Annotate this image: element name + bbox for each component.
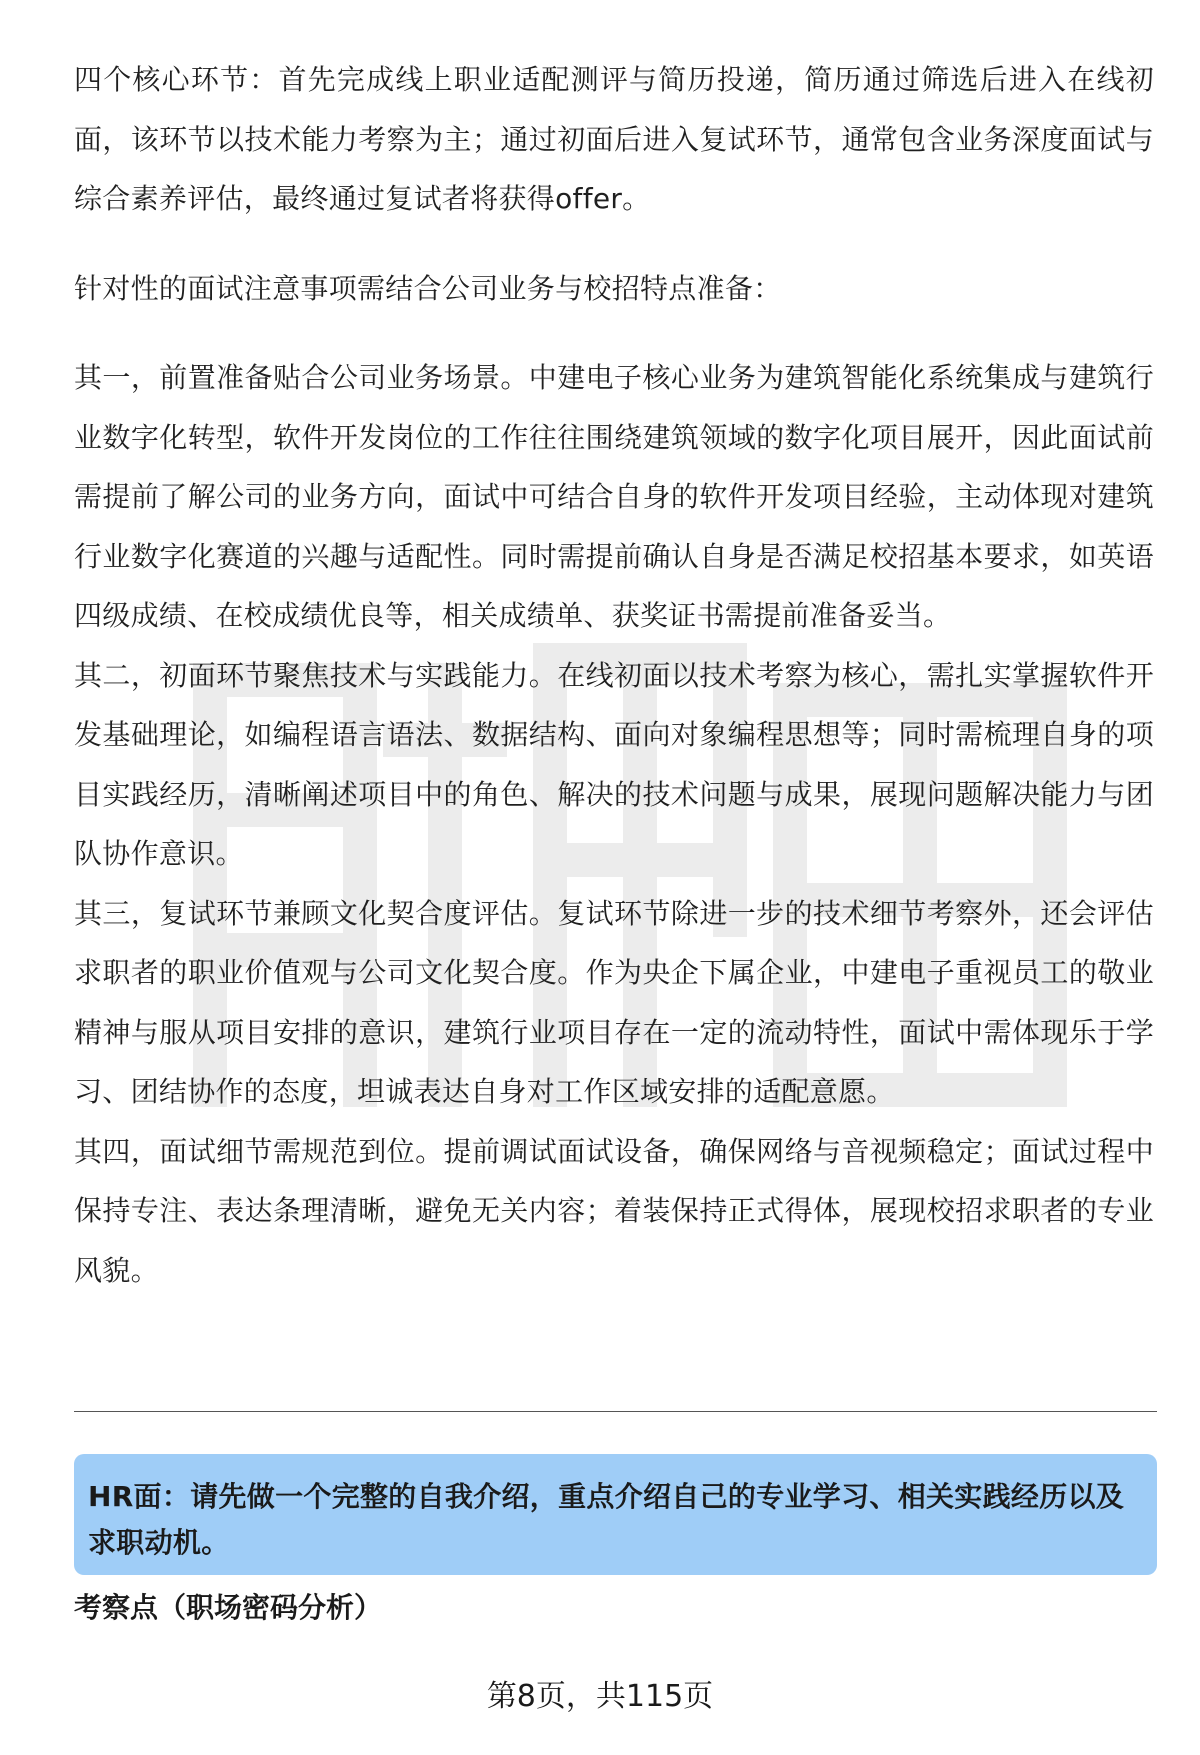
paragraph-interview-stages: 四个核心环节：首先完成线上职业适配测评与简历投递，简历通过筛选后进入在线初面，该环节以技术能力考察为主；通过初面后进入复试环节，通常包含业务深度面试与综合素养评估，最终通过复试者将获得offer。: [74, 63, 1154, 215]
question-callout: [74, 1454, 1157, 1575]
paragraph-point-four: 其四，面试细节需规范到位。提前调试面试设备，确保网络与音视频稳定；面试过程中保持专注、表达条理清晰，避免无关内容；着装保持正式得体，展现校招求职者的专业风貌。: [74, 1134, 1154, 1287]
section-divider: [74, 1411, 1157, 1412]
paragraph-point-one: 其一，前置准备贴合公司业务场景。中建电子核心业务为建筑智能化系统集成与建筑行业数字化转型，软件开发岗位的工作往往围绕建筑领域的数字化项目展开，因此面试前需提前了解公司的业务方向，面试中可结合自身的软件开发项目经验，主动体现对建筑行业数字化赛道的兴趣与适配性。同时需提前确认自身是否满足校招基本要求，如英语四级成绩、在校成绩优良等，相关成绩单、获奖证书需提前准备妥当。: [74, 361, 1154, 632]
document-body: [74, 50, 1154, 1300]
question-text: HR面：请先做一个完整的自我介绍，重点介绍自己的专业学习、相关实践经历以及求职动机。: [88, 1480, 1125, 1559]
page-number: 第8页，共115页: [486, 1679, 714, 1714]
section-heading: 考察点（职场密码分析）: [74, 1591, 383, 1624]
paragraph-point-three: 其三，复试环节兼顾文化契合度评估。复试环节除进一步的技术细节考察外，还会评估求职者的职业价值观与公司文化契合度。作为央企下属企业，中建电子重视员工的敬业精神与服从项目安排的意识，建筑行业项目存在一定的流动特性，面试中需体现乐于学习、团结协作的态度，坦诚表达自身对工作区域安排的适配意愿。: [74, 896, 1154, 1108]
paragraph-point-two: 其二，初面环节聚焦技术与实践能力。在线初面以技术考察为核心，需扎实掌握软件开发基础理论，如编程语言语法、数据结构、面向对象编程思想等；同时需梳理自身的项目实践经历，清晰阐述项目中的角色、解决的技术问题与成果，展现问题解决能力与团队协作意识。: [74, 658, 1154, 870]
paragraph-interview-notes-intro: 针对性的面试注意事项需结合公司业务与校招特点准备：: [74, 271, 782, 305]
